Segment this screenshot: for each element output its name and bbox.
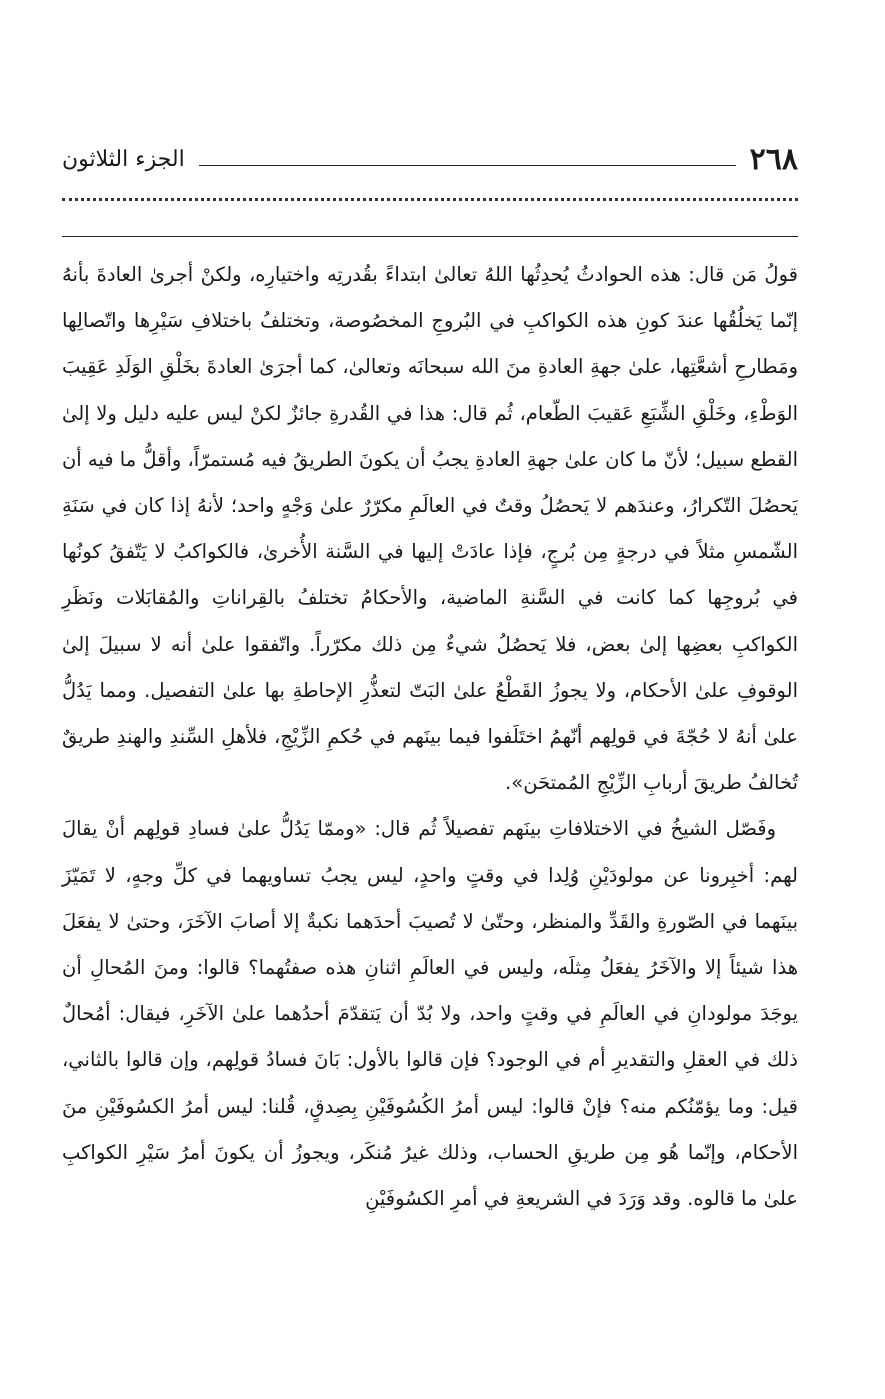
book-part-title: الجزء الثلاثون (62, 147, 185, 172)
dotted-separator (62, 198, 798, 209)
paragraph-2: وفَصّل الشيخُ في الاختلافاتِ بينَهم تفصيلاً ثُم قال: «وممّا يَدُلُّ علىٰ فسادِ قولِهم أنْ يقالَ لهم: أخبِرونا عن مولودَيْنِ وُلِدا في وقتٍ واحدٍ، ليس يجبُ تساويهما في كلِّ وجهٍ، لا تَمَيّزَ بينَهما في الصّورةِ والقَدِّ والمنظر، وحتّىٰ لا تُصيبَ أحدَهما نكبةٌ إلا أصابَ الآخَرَ، وحتىٰ لا يفعَلَ هذا شيئاً إلا والآخَرُ يفعَلُ مِثلَه، وليس في العالَمِ اثنانِ هذه صفتُهما؟ قالوا: ومنَ المُحالِ أن يوجَدَ مولودانِ في العالَمِ في وقتٍ واحد، ولا بُدّ أن يَتقدّمَ أحدُهما علىٰ الآخَرِ، فيقال: أمُحالٌ ذلك في العقلِ والتقديرِ أم في الوجود؟ فإن قالوا بالأول: بَانَ فسادُ قولِهم، وإن قالوا بالثاني، قيل: وما يؤمّنُكم منه؟ فإنْ قالوا: ليس أمرُ الكُسُوفَيْنِ بِصِدقٍ، قُلنا: ليس أمرُ الكسُوفَيْنِ منَ الأحكام، وإنّما هُو مِن طريقِ الحساب، وذلك غيرُ مُنكَر، ويجوزُ أن يكونَ أمرُ سَيْرِ الكواكبِ علىٰ ما قالوه. وقد وَرَدَ في الشريعةِ في أمرِ الكسُوفَيْنِ (62, 817, 798, 1211)
header-rule (199, 165, 736, 166)
page-number: ٢٦٨ (749, 142, 798, 177)
running-header (62, 140, 798, 180)
top-rule (62, 236, 798, 237)
paragraph-1: قولُ مَن قال: هذه الحوادثُ يُحدِثُها اللهُ تعالىٰ ابتداءً بقُدرتِه واختيارِه، ولكنْ أجرىٰ العادةَ بأنهُ إنّما يَخلُقُها عندَ كونِ هذه الكواكبِ في البُروجِ المخصُوصة، وتختلفُ باختلافِ سَيْرِها واتّصالِها ومَطارحِ أشعَّتِها، علىٰ جهةِ العادةِ منَ الله سبحانَه وتعالىٰ، كما أجرَىٰ العادةَ بخَلْقِ الوَلَدِ عَقِيبَ الوَطْءِ، وخَلْقِ الشِّبَعِ عَقيبَ الطّعام، ثُم قال: هذا في القُدرةِ جائزٌ لكنْ ليس عليه دليل ولا إلىٰ القطع سبيل؛ لأنّ ما كان علىٰ جهةِ العادةِ يجبُ أن يكونَ الطريقُ فيه مُستمرّاً، وأقلُّ ما فيه أن يَحصُلَ التّكرارُ، وعندَهم لا يَحصُلُ وقتٌ في العالَمِ مكرّرٌ علىٰ وَجْهٍ واحد؛ لأنهُ إذا كان في سَنَةِ الشّمسِ مثلاً في درجةٍ مِن بُرجٍ، فإذا عادَتْ إليها في السَّنة الأُخرىٰ، فالكواكبُ لا يَتّفقُ كونُها في بُروجِها كما كانت في السَّنةِ الماضية، والأحكامُ تختلفُ بالقِراناتِ والمُقابَلات ونَظَرِ الكواكبِ بعضِها إلىٰ بعض، فلا يَحصُلُ شيءٌ مِن ذلك مكرّراً. واتّفقوا علىٰ أنه لا سبيلَ إلىٰ الوقوفِ علىٰ الأحكام، ولا يجوزُ القَطْعُ علىٰ البَتّ لتعذُّرِ الإحاطةِ بها علىٰ التفصيل. ومما يَدُلُّ علىٰ أنهُ لا حُجّةَ في قولِهم أنّهمُ اختَلَفوا فيما بينَهم في حُكمِ الزِّيْجِ، فلأهلِ السِّندِ والهندِ طريقٌ تُخالفُ طريقَ أربابِ الزِّيْجِ المُمتحَن». (61, 263, 798, 795)
body-text (62, 252, 798, 1222)
